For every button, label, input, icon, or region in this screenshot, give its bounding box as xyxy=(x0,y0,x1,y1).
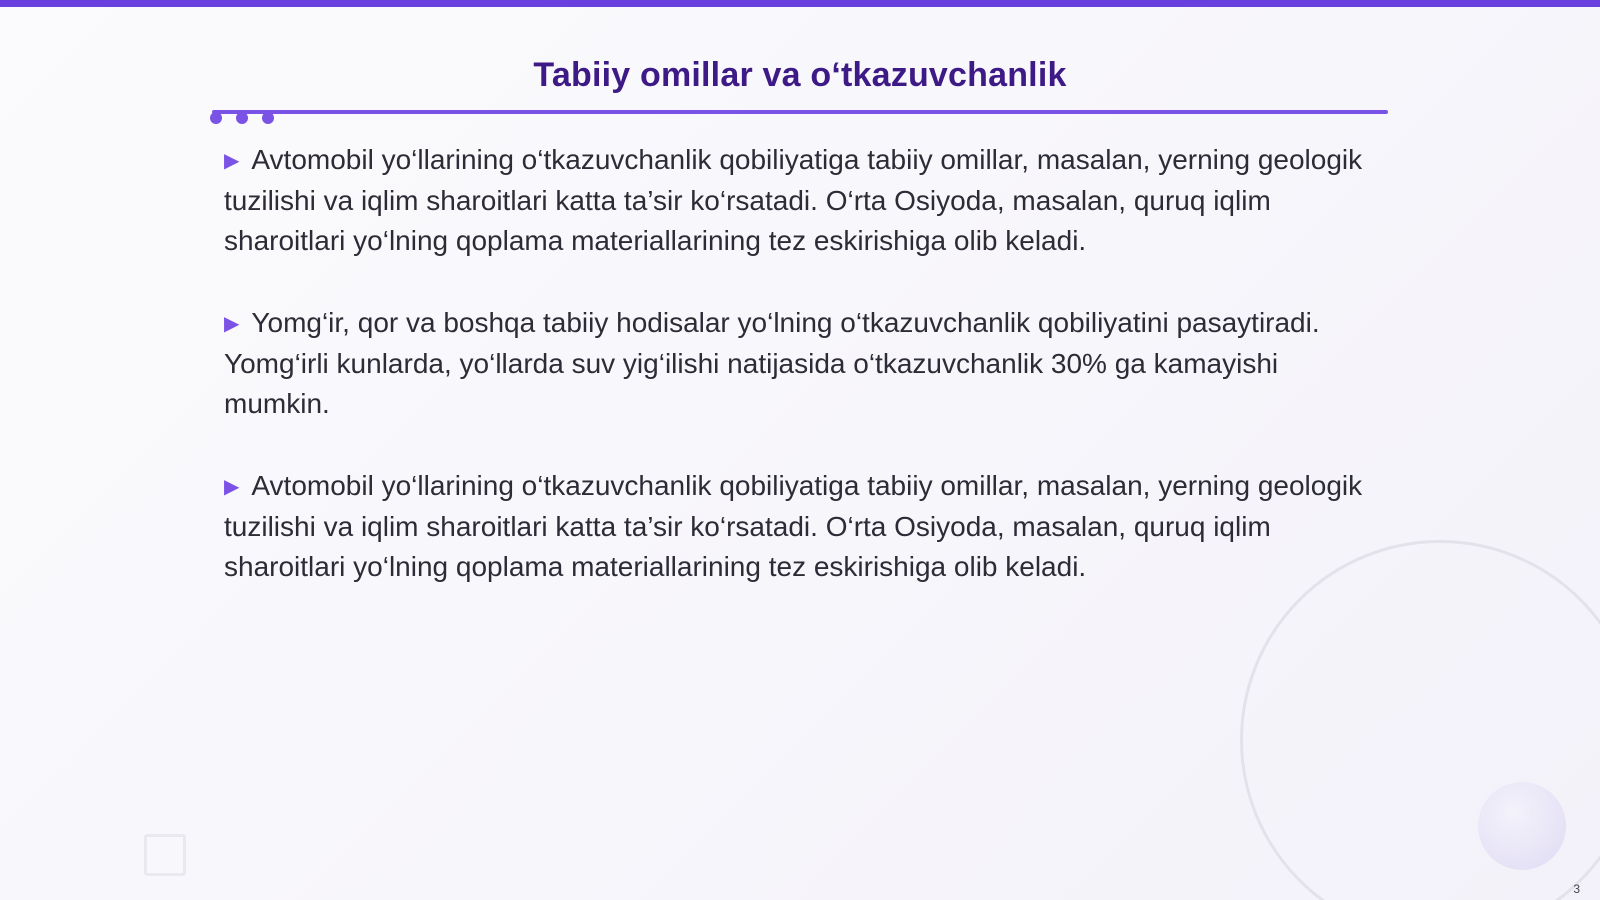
bullet-list xyxy=(224,140,1372,629)
triangle-bullet-icon: ▶ xyxy=(224,476,240,498)
slide-title: Tabiiy omillar va o‘tkazuvchanlik xyxy=(533,56,1067,94)
bullet-text: Yomg‘ir, qor va boshqa tabiiy hodisalar yo‘lning o‘tkazuvchanlik qobiliyatini pasaytiradi. Yomg‘irli kunlarda, yo‘llarda suv yig‘ilishi natijasida o‘tkazuvchanlik 30% ga kamayishi mumkin. xyxy=(224,307,1320,419)
bullet-text: Avtomobil yo‘llarining o‘tkazuvchanlik qobiliyatiga tabiiy omillar, masalan, yerning geologik tuzilishi va iqlim sharoitlari katta ta’sir ko‘rsatadi. O‘rta Osiyoda, masalan, quruq iqlim sharoitlari yo‘lning qoplama materiallarining tez eskirishiga olib keladi. xyxy=(224,144,1363,256)
page-number: 3 xyxy=(1573,882,1580,896)
decorative-dot xyxy=(262,112,274,124)
top-accent-bar xyxy=(0,0,1600,7)
title-underline xyxy=(212,110,1388,114)
bullet-item xyxy=(224,303,1372,424)
decorative-dot xyxy=(236,112,248,124)
bullet-item xyxy=(224,466,1372,587)
decorative-dot xyxy=(210,112,222,124)
bullet-item xyxy=(224,140,1372,261)
decorative-square xyxy=(144,834,186,876)
triangle-bullet-icon: ▶ xyxy=(224,313,240,335)
bullet-text: Avtomobil yo‘llarining o‘tkazuvchanlik qobiliyatiga tabiiy omillar, masalan, yerning geologik tuzilishi va iqlim sharoitlari katta ta’sir ko‘rsatadi. O‘rta Osiyoda, masalan, quruq iqlim sharoitlari yo‘lning qoplama materiallarining tez eskirishiga olib keladi. xyxy=(224,470,1363,582)
decorative-circle xyxy=(1478,782,1566,870)
triangle-bullet-icon: ▶ xyxy=(224,150,240,172)
